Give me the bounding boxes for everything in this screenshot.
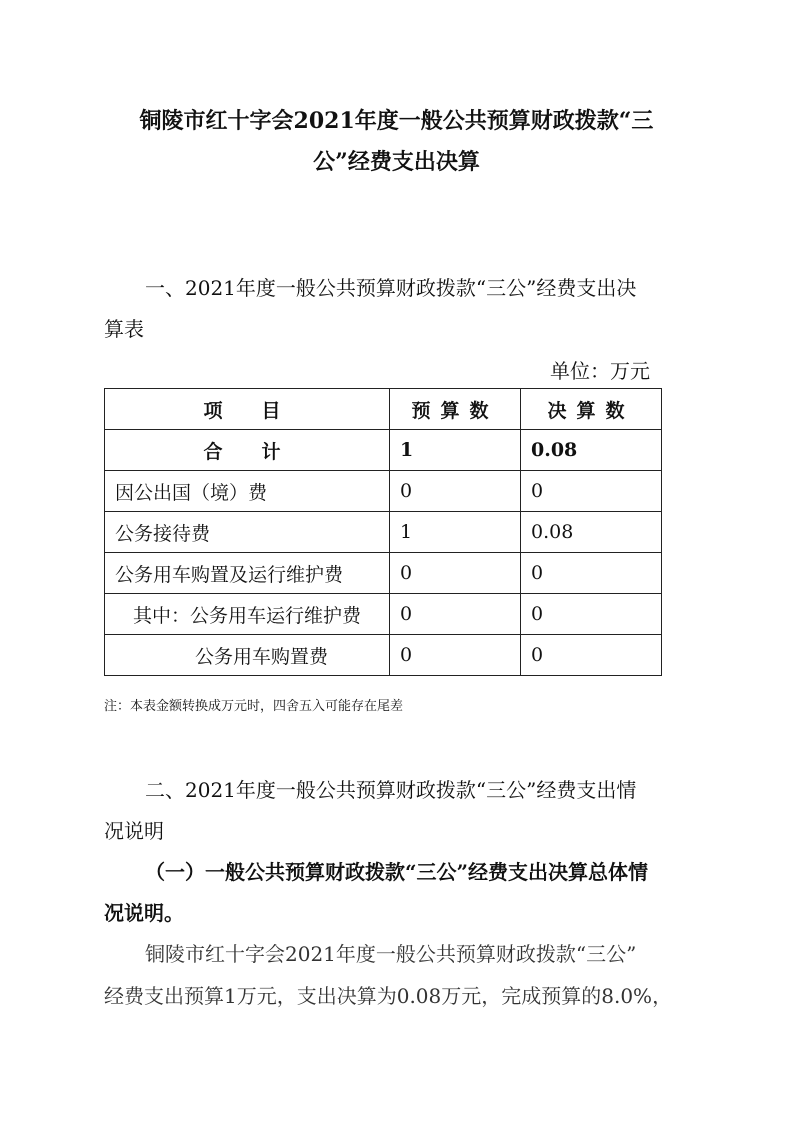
subsection1-heading: （一）一般公共预算财政拨款“三公”经费支出决算总体情 <box>145 860 649 884</box>
section2-heading-cont: 况说明 <box>104 819 164 843</box>
cell-budget: 0 <box>390 553 521 594</box>
cell-final: 0 <box>521 553 662 594</box>
table-row <box>105 553 662 594</box>
cell-budget: 0 <box>390 471 521 512</box>
paragraph-line1: 铜陵市红十字会2021年度一般公共预算财政拨款“三公” <box>145 942 637 966</box>
table-row <box>105 635 662 676</box>
table-row <box>105 430 662 471</box>
paragraph-line2: 经费支出预算1万元，支出决算为0.08万元，完成预算的8.0%， <box>104 984 673 1008</box>
cell-item: 公务用车购置及运行维护费 <box>105 553 390 594</box>
cell-item: 公务接待费 <box>105 512 390 553</box>
table-row <box>105 512 662 553</box>
section1-heading: 一、2021年度一般公共预算财政拨款“三公”经费支出决 <box>145 276 637 300</box>
table-row <box>105 594 662 635</box>
cell-budget: 0 <box>390 635 521 676</box>
cell-final: 0.08 <box>521 430 662 471</box>
table-note: 注：本表金额转换成万元时，四舍五入可能存在尾差 <box>104 699 404 714</box>
table-row <box>105 471 662 512</box>
table-header-row <box>105 389 662 430</box>
section2-heading: 二、2021年度一般公共预算财政拨款“三公”经费支出情 <box>145 778 637 802</box>
header-final: 决算数 <box>521 389 662 430</box>
cell-budget: 1 <box>390 430 521 471</box>
unit-label: 单位：万元 <box>550 359 650 383</box>
section1-heading-cont: 算表 <box>104 317 144 341</box>
cell-item: 合 计 <box>105 430 390 471</box>
subsection1-heading-cont: 况说明。 <box>104 901 184 925</box>
cell-item: 其中：公务用车运行维护费 <box>105 594 390 635</box>
header-budget: 预算数 <box>390 389 521 430</box>
document-title-line2: 公”经费支出决算 <box>313 149 480 175</box>
cell-item: 因公出国（境）费 <box>105 471 390 512</box>
cell-final: 0 <box>521 471 662 512</box>
cell-budget: 0 <box>390 594 521 635</box>
cell-final: 0 <box>521 594 662 635</box>
cell-item: 公务用车购置费 <box>105 635 390 676</box>
expense-table <box>104 388 662 676</box>
document-title-line1: 铜陵市红十字会2021年度一般公共预算财政拨款“三 <box>139 108 654 134</box>
cell-final: 0.08 <box>521 512 662 553</box>
header-item: 项 目 <box>105 389 390 430</box>
cell-final: 0 <box>521 635 662 676</box>
cell-budget: 1 <box>390 512 521 553</box>
